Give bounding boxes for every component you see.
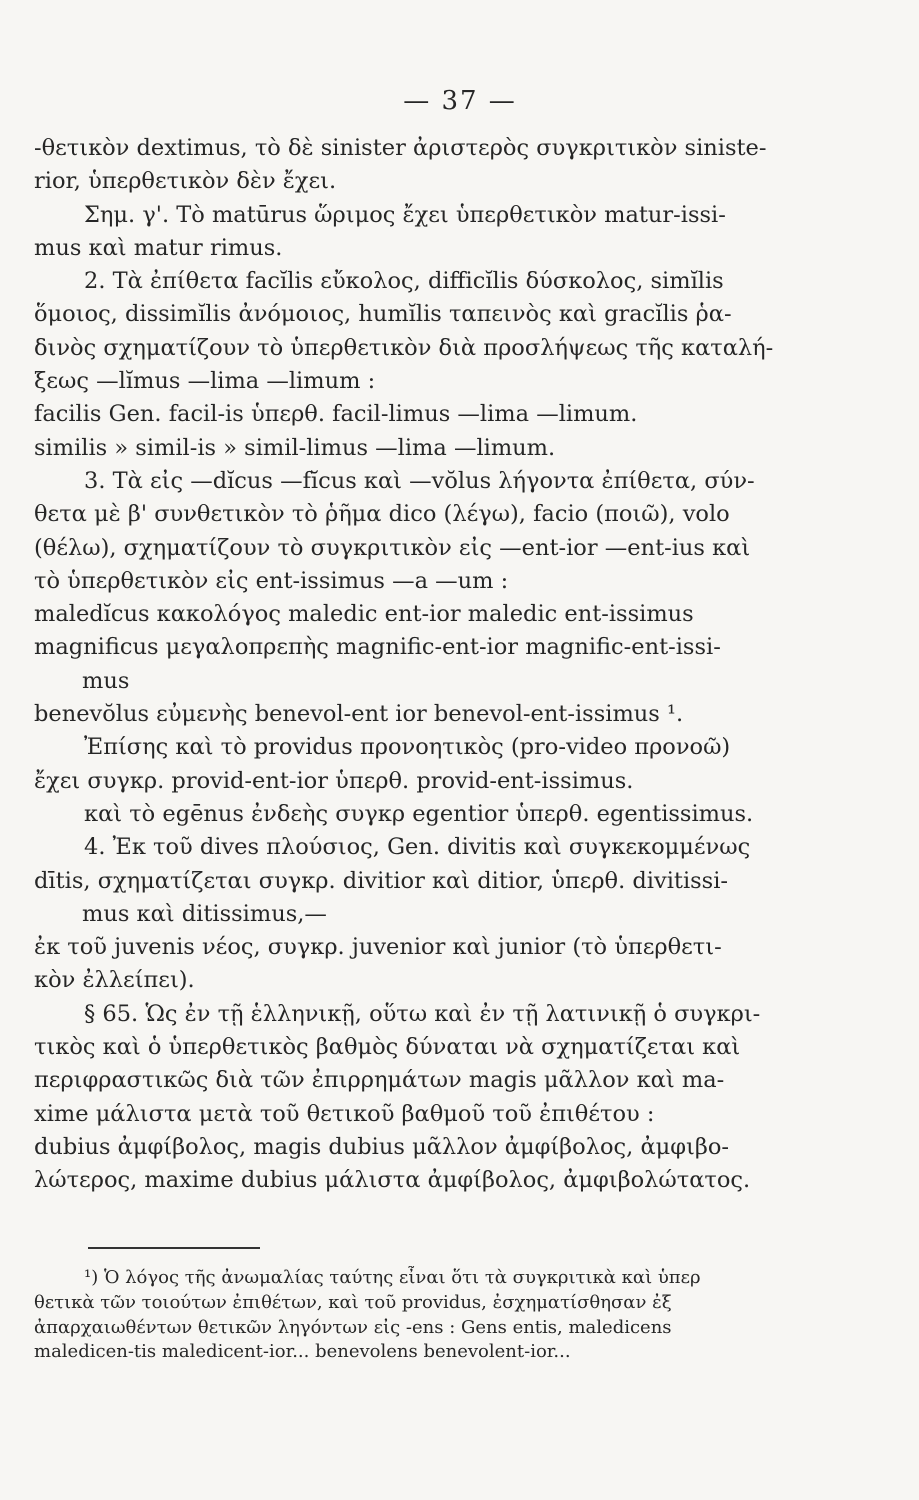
text-line: mus [82,667,130,694]
text-line: λώτερος, maxime dubius μάλιστα ἀμφίβολος, ἀμφιβολώτατος. [34,1167,751,1194]
footnote [34,1266,896,1365]
text-line: δινὸς σχηματίζουν τὸ ὑπερθετικὸν διὰ προσλήψεως τῆς καταλή- [34,334,774,361]
footnote-line: maledicen-tis maledicent-ior... benevolens benevolent-ior... [34,1341,571,1363]
main-text [34,132,896,1198]
text-line: mus καὶ matur rimus. [34,234,283,261]
text-line: τὸ ὑπερθετικὸν εἰς ent-issimus —a —um : [34,567,509,594]
text-line: 3. Τὰ εἰς —dĭcus —fĭcus καὶ —vŏlus λήγοντα ἐπίθετα, σύν- [84,467,755,494]
text-line: περιφραστικῶς διὰ τῶν ἐπιρρημάτων magis μᾶλλον καὶ ma- [34,1067,725,1094]
footnote-line: θετικὰ τῶν τοιούτων ἐπιθέτων, καὶ τοῦ providus, ἐσχηματίσθησαν ἐξ [34,1291,672,1313]
text-line: Ἐπίσης καὶ τὸ providus προνοητικὸς (pro-video προνοῶ) [84,734,731,761]
text-line: rior, ὑπερθετικὸν δὲν ἔχει. [34,168,337,195]
text-line: τικὸς καὶ ὁ ὑπερθετικὸς βαθμὸς δύναται νὰ σχηματίζεται καὶ [34,1034,741,1061]
text-line: 2. Τὰ ἐπίθετα facĭlis εὔκολος, difficĭlis δύσκολος, simĭlis [84,268,724,295]
text-line: xime μάλιστα μετὰ τοῦ θετικοῦ βαθμοῦ τοῦ ἐπιθέτου : [34,1100,655,1127]
text-line: § 65. Ὡς ἐν τῇ ἑλληνικῇ, οὕτω καὶ ἐν τῇ λατινικῇ ὁ συγκρι- [84,1000,761,1027]
text-line: benevŏlus εὐμενὴς benevol-ent ior benevol-ent-issimus ¹. [34,701,684,728]
text-line: Σημ. γ'. Τὸ matūrus ὥριμος ἔχει ὑπερθετικὸν matur-issi- [84,201,726,228]
text-line: θετα μὲ β' συνθετικὸν τὸ ῥῆμα dico (λέγω), facio (ποιῶ), volo [34,501,730,528]
text-line: ὅμοιος, dissimĭlis ἀνόμοιος, humĭlis ταπεινὸς καὶ gracĭlis ῥα- [34,301,732,328]
footnote-line: ¹) Ὁ λόγος τῆς ἀνωμαλίας ταύτης εἶναι ὅτι τὰ συγκριτικὰ καὶ ὑπερ [84,1267,701,1288]
page-number: — 37 — [403,86,517,116]
text-line: 4. Ἐκ τοῦ dives πλούσιος, Gen. divitis καὶ συγκεκομμένως [84,834,751,861]
text-line: (θέλω), σχηματίζουν τὸ συγκριτικὸν εἰς —ent-ior —ent-ius καὶ [34,534,751,561]
text-line: facilis Gen. facil-is ὑπερθ. facil-limus —lima —limum. [34,401,638,428]
text-line: καὶ τὸ egēnus ἐνδεὴς συγκρ egentior ὑπερθ. egentissimus. [84,800,754,827]
text-line: κὸν ἐλλείπει). [34,967,195,994]
footnote-divider [88,1247,260,1249]
text-line: mus καὶ ditissimus,— [82,900,327,927]
text-line: ἔχει συγκρ. provid-ent-ior ὑπερθ. provid-ent-issimus. [34,767,634,794]
text-line: similis » simil-is » simil-limus —lima —limum. [34,434,556,461]
text-line: -θετικὸν dextimus, τὸ δὲ sinister ἀριστερὸς συγκριτικὸν siniste- [34,135,767,161]
footnote-line: ἀπαρχαιωθέντων θετικῶν ληγόντων εἰς -ens : Gens entis, maledicens [34,1316,672,1338]
text-line: maledĭcus κακολόγος maledic ent-ior maledic ent-issimus [34,601,694,628]
text-line: dubius ἀμφίβολος, magis dubius μᾶλλον ἀμφίβολος, ἀμφιβο- [34,1133,729,1160]
text-line: ἐκ τοῦ juvenis νέος, συγκρ. juvenior καὶ junior (τὸ ὑπερθετι- [34,934,722,961]
text-line: ξεως —lĭmus —lima —limum : [34,368,376,395]
text-line: magnificus μεγαλοπρεπὴς magnific-ent-ior magnific-ent-issi- [34,634,721,661]
text-line: dītis, σχηματίζεται συγκρ. divitior καὶ ditior, ὑπερθ. divitissi- [34,867,729,894]
